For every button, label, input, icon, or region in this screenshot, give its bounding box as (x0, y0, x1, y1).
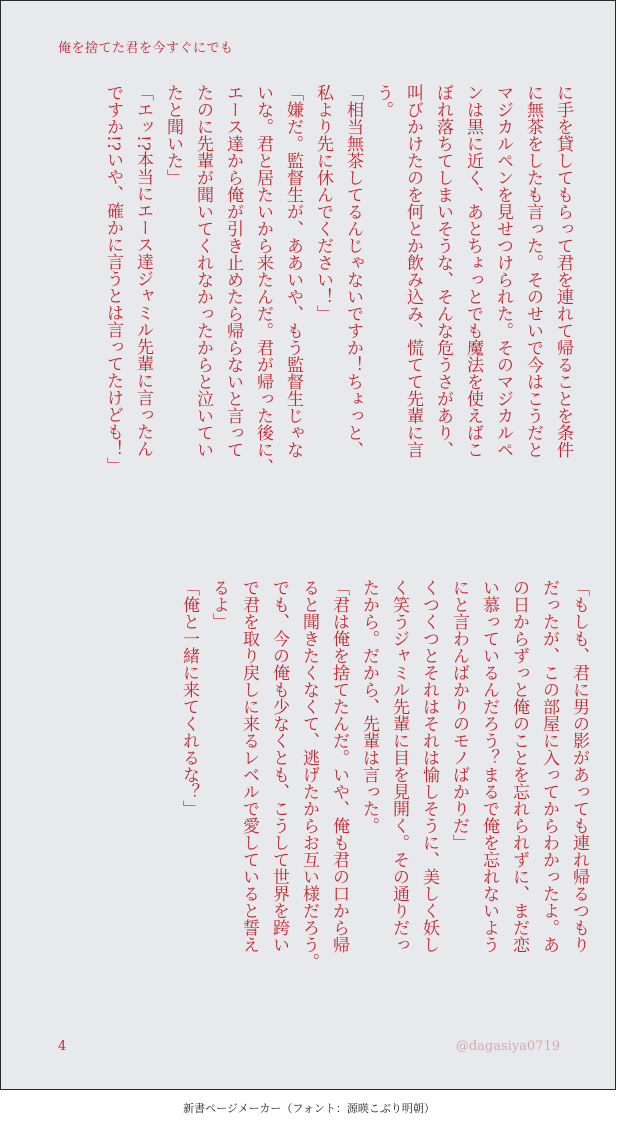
text-line: 叫びかけたのを何とか飲み込み、慌てて先輩に言 (403, 84, 423, 458)
text-line: く笑うジャミル先輩に目を見開く。その通りだっ (389, 579, 409, 953)
text-line: マジカルペンを見せつけられた。そのマジカルペ (493, 84, 513, 458)
page-header-title: 俺を捨てた君を今すぐにでも (58, 41, 234, 56)
text-line: いな。君と居たいから来たんだ。君が帰った後に、 (253, 84, 273, 475)
text-line: たのに先輩が聞いてくれなかったからと泣いてい (193, 84, 213, 458)
text-block-lower (79, 579, 594, 1004)
text-line: で君を取り戻しに来るレベルで愛していると誓え (239, 579, 259, 953)
text-line: 「もしも、君に男の影があっても連れ帰るつもり (569, 579, 589, 953)
text-line: い慕っているんだろう？まるで俺を忘れないよう (479, 579, 499, 953)
text-line: エース達から俺が引き止めたら帰らないと言って (223, 84, 243, 458)
text-line: 私より先に休んでください！」 (313, 84, 333, 322)
author-credit: @dagasiya0719 (455, 1039, 560, 1054)
text-line: ンは黒に近く、あとちょっとでも魔法を使えばこ (463, 84, 483, 458)
text-line: に無茶をしたも言った。そのせいで今はこうだと (523, 84, 543, 458)
text-line: たと聞いた」 (163, 84, 183, 186)
text-line: ると聞きたくなくて、逃げたからお互い様だろう。 (299, 579, 319, 970)
text-line: 「俺と一緒に来てくれるな？」 (179, 579, 199, 817)
text-line: るよ」 (209, 579, 229, 630)
text-line: う。 (373, 84, 393, 118)
text-block-upper (59, 84, 578, 536)
generator-caption: 新書ページメーカー（フォント：源暎こぶり明朝） (183, 1102, 435, 1115)
text-line: ですか!?いや、確かに言うとは言ってたけども！」 (103, 84, 123, 474)
text-line: だったが、この部屋に入ってからわかったよ。あ (539, 579, 559, 953)
text-line: ぼれ落ちてしまいそうな、そんな危うさがあり、 (433, 84, 453, 458)
text-line: 「相当無茶してるんじゃないですか！ちょっと、 (343, 84, 363, 458)
text-line: に手を貸してもらって君を連れて帰ることを条件 (553, 84, 573, 458)
text-line: でも、今の俺も少なくとも、こうして世界を跨い (269, 579, 289, 953)
text-line: の日からずっと俺のことを忘れられずに、まだ恋 (509, 579, 529, 953)
page-number: 4 (58, 1039, 67, 1054)
text-line: にと言わんばかりのモノばかりだ」 (449, 579, 469, 851)
text-line: たから。だから、先輩は言った。 (359, 579, 379, 834)
text-line: 「君は俺を捨てたんだ。いや、俺も君の口から帰 (329, 579, 349, 953)
text-line: くつくつとそれはそれは愉しそうに、美しく妖し (419, 579, 439, 953)
text-line: 「嫌だ。監督生が、ああいや、もう監督生じゃな (283, 84, 303, 458)
text-line: 「エッ!?本当にエース達ジャミル先輩に言ったん (133, 84, 153, 457)
